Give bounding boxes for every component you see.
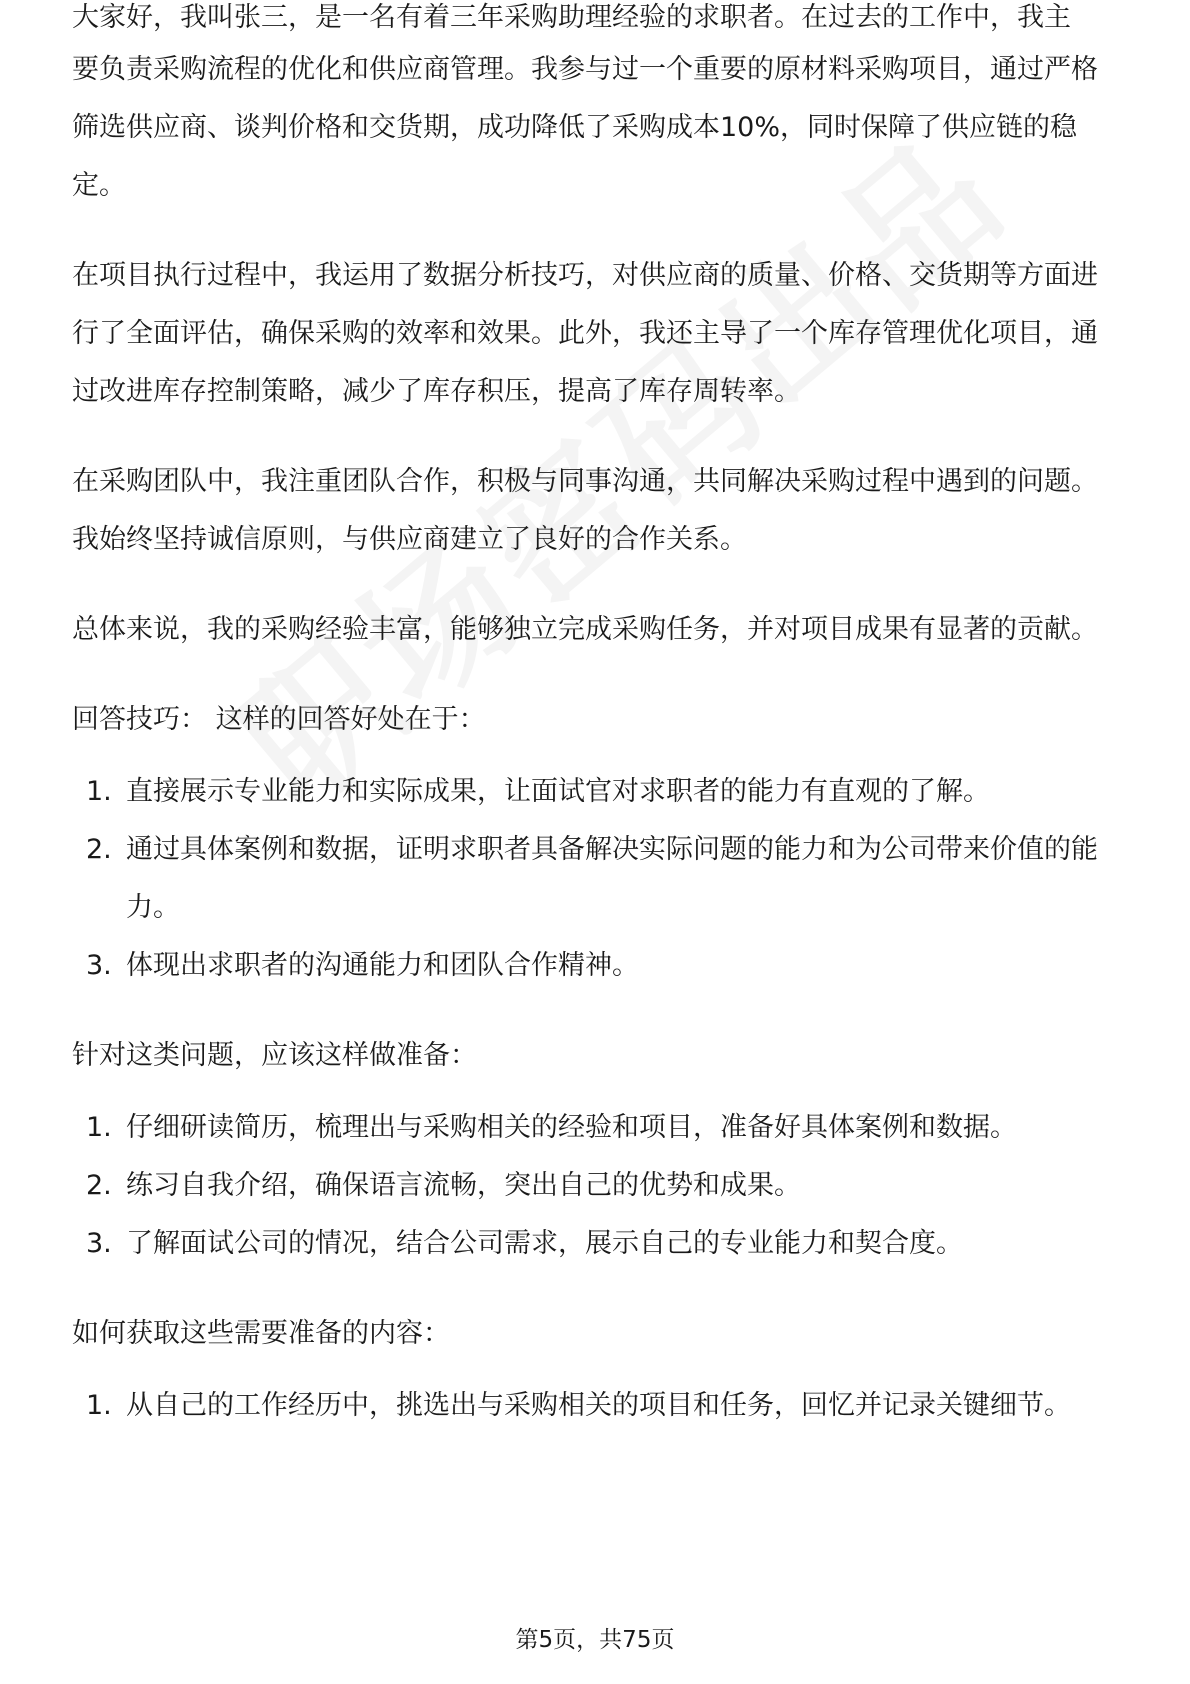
obtain-list (72, 1377, 1118, 1435)
list-number: 1. (86, 1390, 112, 1421)
list-item (72, 1377, 1118, 1435)
paragraph-summary: 总体来说，我的采购经验丰富，能够独立完成采购任务，并对项目成果有显著的贡献。 (72, 614, 1098, 645)
list-text: 练习自我介绍，确保语言流畅，突出自己的优势和成果。 (126, 1170, 801, 1201)
list-text: 通过具体案例和数据，证明求职者具备解决实际问题的能力和为公司带来价值的能力。 (126, 834, 1098, 923)
list-item (72, 821, 1118, 937)
paragraph-teamwork: 在采购团队中，我注重团队合作，积极与同事沟通，共同解决采购过程中遇到的问题。我始终坚持诚信原则，与供应商建立了良好的合作关系。 (72, 466, 1098, 555)
list-number: 1. (86, 1112, 112, 1143)
tips-heading: 回答技巧： 这样的回答好处在于： (72, 704, 486, 735)
obtain-heading: 如何获取这些需要准备的内容： (72, 1318, 450, 1349)
document-body (72, 2, 1118, 1467)
list-item (72, 1099, 1118, 1157)
list-item (72, 1215, 1118, 1273)
list-text: 仔细研读简历，梳理出与采购相关的经验和项目，准备好具体案例和数据。 (126, 1112, 1017, 1143)
list-item (72, 1157, 1118, 1215)
page-number: 第5页，共75页 (515, 1627, 675, 1653)
list-text: 从自己的工作经历中，挑选出与采购相关的项目和任务，回忆并记录关键细节。 (126, 1390, 1071, 1421)
list-number: 2. (86, 834, 112, 865)
list-text: 直接展示专业能力和实际成果，让面试官对求职者的能力有直观的了解。 (126, 776, 990, 807)
list-number: 3. (86, 950, 112, 981)
list-item (72, 763, 1118, 821)
tips-list (72, 763, 1118, 995)
list-number: 3. (86, 1228, 112, 1259)
paragraph-procurement-project: 要负责采购流程的优化和供应商管理。我参与过一个重要的原材料采购项目，通过严格筛选供应商、谈判价格和交货期，成功降低了采购成本10%，同时保障了供应链的稳定。 (72, 54, 1098, 201)
list-number: 1. (86, 776, 112, 807)
list-text: 体现出求职者的沟通能力和团队合作精神。 (126, 950, 639, 981)
list-text: 了解面试公司的情况，结合公司需求，展示自己的专业能力和契合度。 (126, 1228, 963, 1259)
paragraph-data-analysis: 在项目执行过程中，我运用了数据分析技巧，对供应商的质量、价格、交货期等方面进行了全面评估，确保采购的效率和效果。此外，我还主导了一个库存管理优化项目，通过改进库存控制策略，减少了库存积压，提高了库存周转率。 (72, 260, 1098, 407)
prep-heading: 针对这类问题，应该这样做准备： (72, 1040, 477, 1071)
paragraph-top-cut: 大家好，我叫张三，是一名有着三年采购助理经验的求职者。在过去的工作中，我主 (72, 2, 1071, 33)
prep-list (72, 1099, 1118, 1273)
list-item (72, 937, 1118, 995)
cut-off-line (72, 0, 1118, 41)
list-number: 2. (86, 1170, 112, 1201)
